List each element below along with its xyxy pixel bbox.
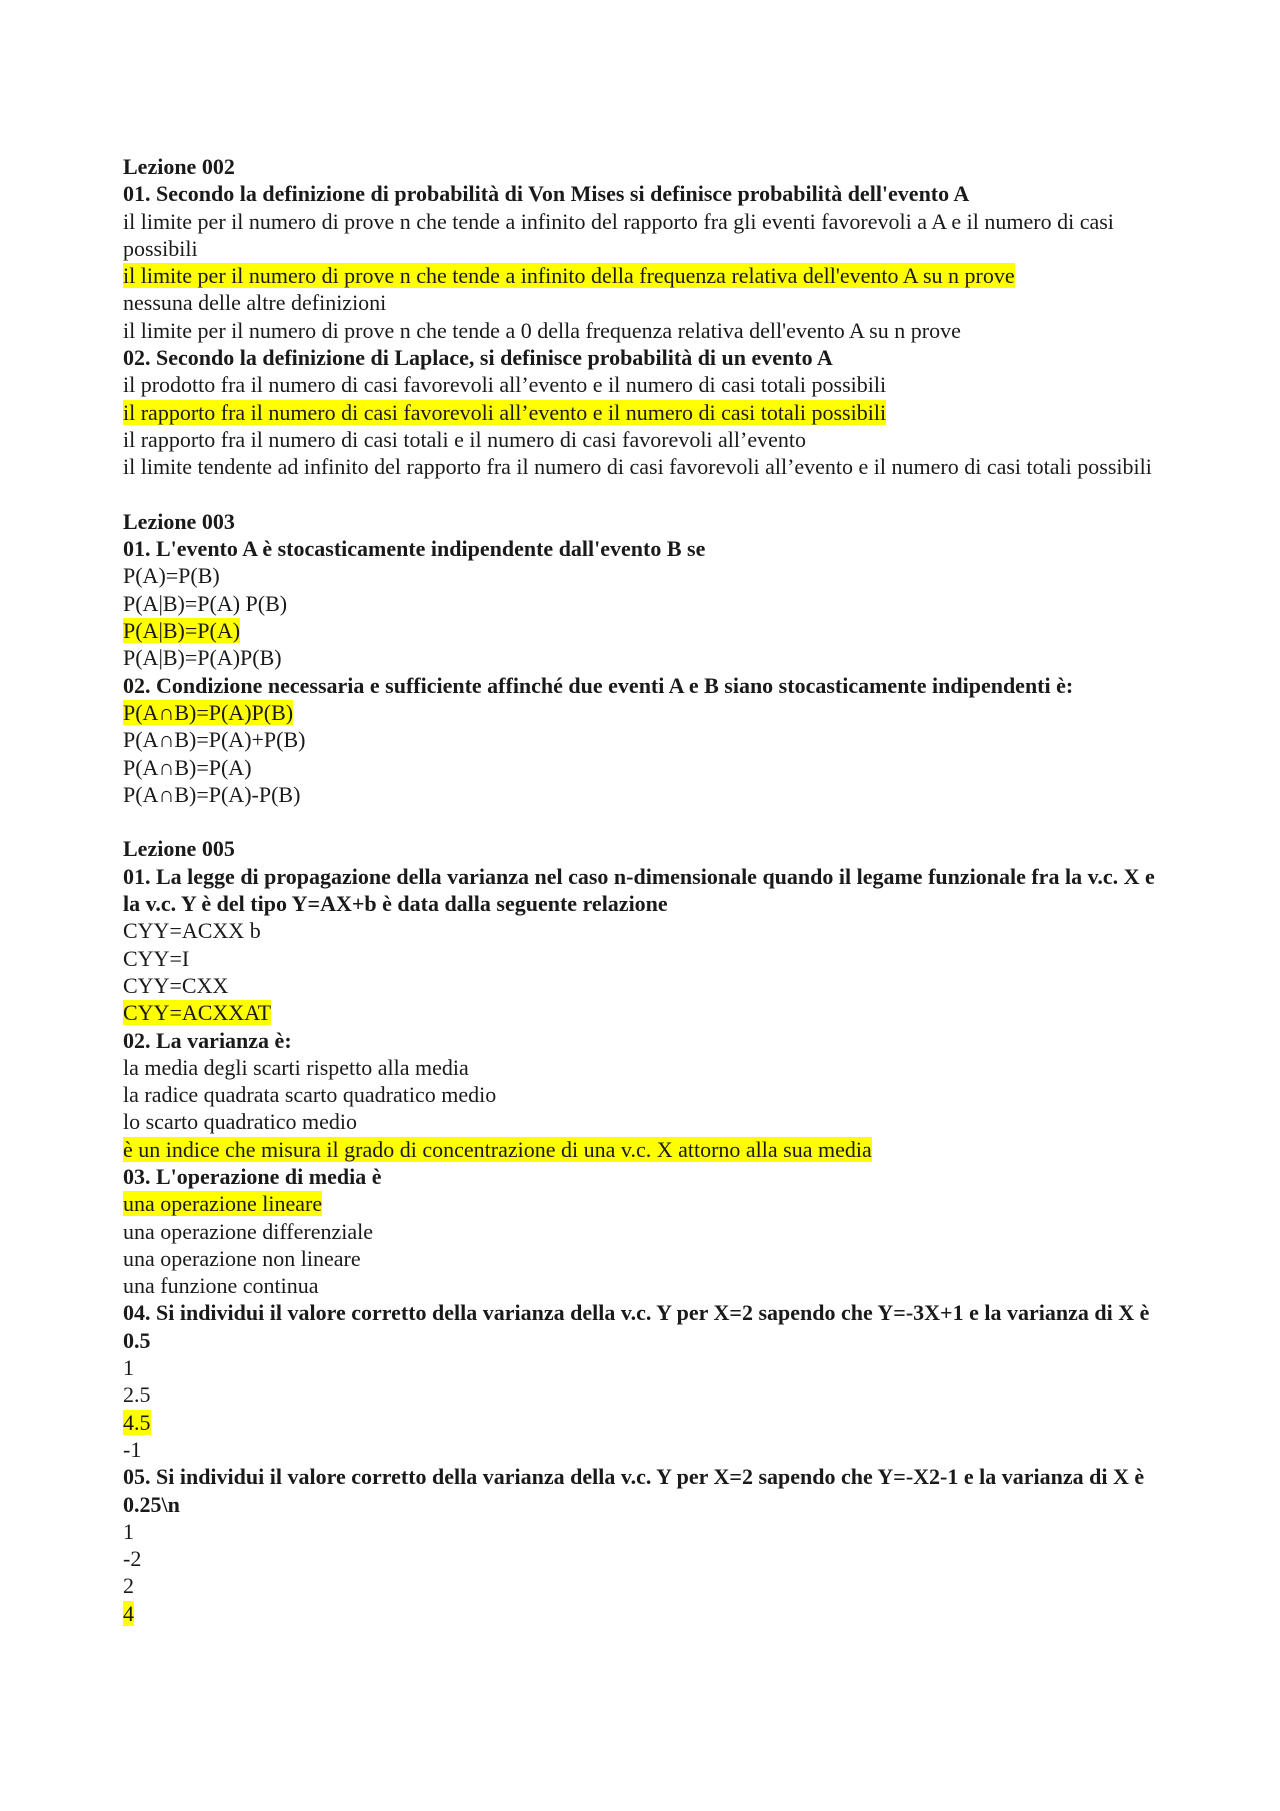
answer-text: è un indice che misura il grado di concentrazione di una v.c. X attorno alla sua media [123,1136,872,1162]
answer-text: 2.5 [123,1382,151,1408]
answer-option [123,644,1163,671]
answer-text: P(A|B)=P(A) [123,618,241,644]
question-text: 01. L'evento A è stocasticamente indipendente dall'evento B se [123,536,706,562]
answer-option [123,1054,1163,1081]
answer-option [123,1081,1163,1108]
answer-text: -2 [123,1546,142,1572]
lesson-section [123,835,1163,1627]
answer-option [123,1354,1163,1381]
answer-text: 4.5 [123,1409,151,1435]
answer-option [123,289,1163,316]
answer-option [123,426,1163,453]
answer-option-correct [123,262,1163,289]
answer-option [123,754,1163,781]
question-text: 02. La varianza è: [123,1027,292,1053]
answer-text: P(A)=P(B) [123,563,220,589]
document-page [123,153,1163,1627]
answer-option [123,1245,1163,1272]
answer-option [123,590,1163,617]
answer-text: CYY=I [123,945,190,971]
answer-text: 1 [123,1355,134,1381]
answer-option [123,1572,1163,1599]
question-text: 01. La legge di propagazione della varianza nel caso n-dimensionale quando il legame funzionale fra la v.c. X e la v.c. Y è del tipo Y=AX+b è data dalla seguente relazione [123,863,1155,917]
answer-option [123,1381,1163,1408]
answer-option [123,1436,1163,1463]
answer-option-correct [123,1190,1163,1217]
answer-option-correct [123,699,1163,726]
answer-text: P(A|B)=P(A)P(B) [123,645,282,671]
answer-option-correct [123,1600,1163,1627]
answer-text: P(A|B)=P(A) P(B) [123,590,288,616]
answer-option [123,317,1163,344]
answer-text: la radice quadrata scarto quadratico medio [123,1082,497,1108]
answer-text: una operazione differenziale [123,1218,374,1244]
answer-option [123,1218,1163,1245]
answer-option [123,917,1163,944]
lesson-section [123,508,1163,808]
answer-text: CYY=ACXXAT [123,1000,272,1026]
answer-option [123,453,1163,480]
lesson-title: Lezione 005 [123,836,235,862]
answer-text: 1 [123,1518,134,1544]
answer-option-correct [123,1409,1163,1436]
answer-text: il prodotto fra il numero di casi favorevoli all’evento e il numero di casi totali possibili [123,372,887,398]
answer-option [123,1272,1163,1299]
answer-text: il rapporto fra il numero di casi favorevoli all’evento e il numero di casi totali possibili [123,399,887,425]
answer-text: il rapporto fra il numero di casi totali e il numero di casi favorevoli all’evento [123,426,806,452]
lesson-title: Lezione 002 [123,154,235,179]
answer-text: 2 [123,1573,134,1599]
answer-option [123,1518,1163,1545]
answer-text: CYY=CXX [123,972,229,998]
answer-text: una operazione non lineare [123,1245,361,1271]
answer-option [123,208,1163,263]
answer-option-correct [123,999,1163,1026]
answer-text: il limite per il numero di prove n che tende a infinito del rapporto fra gli eventi favorevoli a A e il numero di casi possibili [123,208,1114,261]
answer-text: una funzione continua [123,1273,319,1299]
question-text: 02. Secondo la definizione di Laplace, si definisce probabilità di un evento A [123,345,833,371]
answer-option [123,726,1163,753]
answer-option [123,1545,1163,1572]
answer-option [123,371,1163,398]
lesson-section [123,153,1163,481]
answer-text: il limite per il numero di prove n che tende a infinito della frequenza relativa dell'evento A su n prove [123,263,1015,289]
answer-text: 4 [123,1600,134,1626]
answer-option [123,972,1163,999]
answer-text: il limite per il numero di prove n che tende a 0 della frequenza relativa dell'evento A su n prove [123,317,961,343]
question-text: 05. Si individui il valore corretto della varianza della v.c. Y per X=2 sapendo che Y=-X2-1 e la varianza di X è 0.25\n [123,1464,1145,1517]
answer-text: lo scarto quadratico medio [123,1109,357,1135]
answer-option [123,945,1163,972]
answer-text: la media degli scarti rispetto alla media [123,1054,469,1080]
answer-option-correct [123,617,1163,644]
question-text: 04. Si individui il valore corretto della varianza della v.c. Y per X=2 sapendo che Y=-3X+1 e la varianza di X è 0.5 [123,1300,1150,1353]
answer-text: CYY=ACXX b [123,918,261,944]
question-text: 01. Secondo la definizione di probabilità di Von Mises si definisce probabilità dell'evento A [123,181,970,207]
question-text: 02. Condizione necessaria e sufficiente affinché due eventi A e B siano stocasticamente indipendenti è: [123,672,1074,698]
answer-option [123,562,1163,589]
question-text: 03. L'operazione di media è [123,1163,382,1189]
answer-text: P(A∩B)=P(A)+P(B) [123,727,306,753]
answer-text: -1 [123,1436,142,1462]
answer-text: P(A∩B)=P(A) [123,754,252,780]
answer-text: una operazione lineare [123,1191,323,1217]
answer-option [123,1108,1163,1135]
answer-text: P(A∩B)=P(A)-P(B) [123,781,301,807]
lesson-title: Lezione 003 [123,508,235,534]
answer-option-correct [123,1136,1163,1163]
answer-text: nessuna delle altre definizioni [123,290,387,316]
answer-option [123,781,1163,808]
answer-text: P(A∩B)=P(A)P(B) [123,699,294,725]
answer-option-correct [123,399,1163,426]
answer-text: il limite tendente ad infinito del rapporto fra il numero di casi favorevoli all’evento e il numero di casi totali possibili [123,454,1152,480]
